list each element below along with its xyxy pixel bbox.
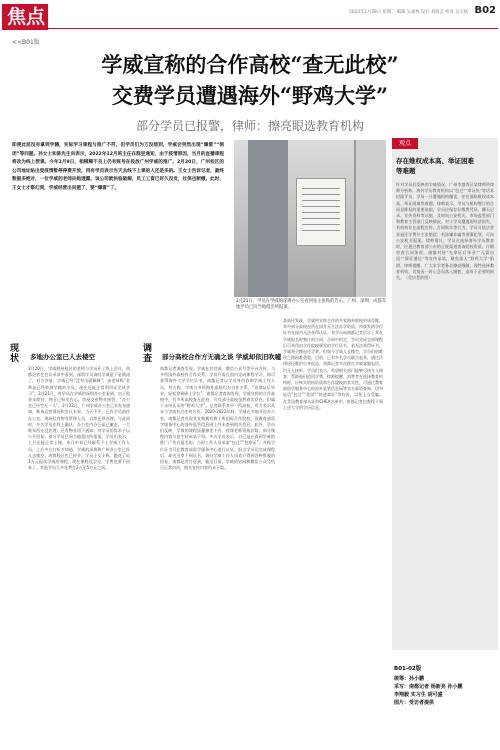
photo-door-frame [354, 140, 386, 297]
section-title: 焦点 [6, 6, 45, 28]
survey-body: 南都记者调查发现，学威在其官网、微信公众号等平台宣传，与多所国外高校有合作关系，学员只需在国内完成课程学习，即可获得海外大学学位证书。南都记者以学员身份咨询学威工作人员，对方称，学威与多所海外高校均为合作关系，“先拿证后毕业，轻松拿到硕士学位”。南都记者查询发现，学威宣称的合作高校中，有多所高校查无此校，另有部分高校虽然真实存在，但属于未经认证的“野鸡大学”。记者联系其中一所高校，对方表示从未与学威有过任何合作。2020-2022年间，学威在多地开设办公室，南都记者发现其宣称拥有数十所国际合作院校，但教育部留学服务中心的涉外监管信息网上并未查到相关信息。此外，学员们反映，学威的课程质量参差不齐，授课老师资质存疑，部分课程内容与招生时承诺不符。多名学员表示，自己是在看到学威的推广广告后报名的，当时工作人员承诺“包过”“包拿证”，并称学位证书可在教育部留学服务中心进行认证。但当学员们完成课程后，却迟迟拿不到证书，询问学威工作人员也只得到各种推脱的回复。南都记者注意到，截至目前，学威的官网和微信公众号仍可正常访问，相关宣传内容仍未下架。 [160, 366, 275, 471]
lead-paragraph: 即便此前没有拿到学籍，实际学习课程与推广不符，但学员们为万没想到，学威会突然出现“爆雷”“倒闭”等问题。孙女士和陈先生向表示，2022年12月班主任在群里通知，由于疫情原因，当月的直播课程将改为线上授课。今年2月9日，相模糊不良上仍有账号在投放广州学威的推广。2月20日，广州校区的公司地址贴出受疫情暂停停费开放，再有学员表示当天去线下上课的人还是多的。王女士告诉记者，最终数据多绝对，一位学威的老师向她透露，该公司就快临破解，员工工资已好久没发，社保也断缴。此时，王女士才察幻到，学威经营出问题了，要“爆雷”了。 [12, 143, 224, 191]
edition-info: 2023年2月28日 星期二 编辑 吴福林 设计 刘晓芸 校对 吴宗斌 [349, 10, 468, 15]
credits-line: 统筹：孙小鹏 [394, 676, 425, 682]
survey-title: 部分高校合作方无确之谈 学威却依旧吹嘘 [162, 353, 282, 361]
credits-line: 图片：受访者提供 [394, 700, 435, 706]
credits-line: 李翔毅 实习生 胡可盛 [394, 692, 443, 698]
masthead [0, 0, 500, 46]
photo [234, 140, 386, 297]
survey-label: 调查 [143, 344, 153, 364]
photo-doorway [248, 140, 288, 297]
photo-caption: 2月21日，学员在学威的深圳办公室看到张主张贴的告示。广州、深圳、成都等地学员已向当地派出所报案。 [236, 299, 386, 311]
page-number: B02 [474, 5, 496, 16]
previous-page-link: <<B01版 [12, 39, 40, 46]
opinion-sidebar [392, 138, 498, 650]
credits-line: 采写：南都记者 杨新亮 孙小鹏 [394, 684, 463, 690]
credits-page-code: B01-02版 [394, 666, 422, 672]
right-body: 查询还发现，学威所宣称合作的多家海外院校资质存疑，其中部分高校在所在国并无合法办学资质，所颁发的学位证书在国内无法获得认证。有学员向南都记者出示了其在学威报名时签订的合同，合同中约定，学员完成全部课程后可获得由合作院校颁发的学位证书，若无法获得证书，学威将全额退还学费。但如今学威人去楼空，学员们的维权之路困难重重。目前，已有多名学员联合起来，通过法律途径维护自身权益。南都记者多次拨打学威客服电话，均无人接听。学员们表示，希望相关部门能够尽快介入调查，帮助他们追回学费。律师提醒，消费者在选择教育机构时，应核实机构资质和合作院校的真实性，可通过教育部留学服务中心的涉外监管信息网等官方渠道查询，切勿轻信“包过”“免试”“快速拿证”等宣传，以免上当受骗。在美国教育部认证的CHEA名单中，南都记者也查找不到上述大学的学历信息。 [283, 318, 383, 410]
subtitle: 部分学员已报警，律师：擦亮眼选教育机构 [135, 119, 364, 133]
photo-paper-lines [302, 188, 340, 236]
headline-line-2: 交费学员遭遇海外“野鸡大学” [111, 83, 389, 108]
opinion-tag: 观点 [392, 138, 418, 149]
credits [394, 664, 498, 707]
opinion-body: 针对学员们反映的学威情况，广州市越秀区某律师所律师分析称，海外学历教育机构以“包过”“拿证快”等话术招揽学员，学员一旦遭遇机构爆雷，往往面临维权成本高、举证困难等难题。律师表示，学员与机构签订的合同是维权的重要依据，学员应保存好缴费凭证、聊天记录、宣传资料等证据，及时向公安机关、市场监管部门和教育主管部门反映情况。对于学员遭遇的经济损失，若机构存在虚假宣传、合同欺诈等行为，学员可依法要求退还学费并主张赔偿；若涉嫌诈骗等刑事犯罪，可向公安机关报案。律师建议，学员在选择海外学历教育时，应通过教育部公布的正规渠道查询院校资质，仔细审查合同条款，谨慎对待“先拿证后毕业”“无需出国”“保证通过”等宣传承诺，避免落入“野鸡大学”陷阱。律师提醒，广大求学者务必擦亮眼睛，理性选择教育机构，切莫因一时心急而落入圈套，造成不必要的损失。（受访者供图） [396, 182, 494, 281]
masthead-rule [48, 28, 498, 29]
status-label: 现状 [10, 344, 20, 364]
headline-line-1: 学威宣称的合作高校“查无此校” [101, 52, 399, 77]
status-title: 多地办公室已人去楼空 [30, 353, 95, 361]
opinion-title: 存在维权成本高、举证困难等难题 [396, 157, 474, 175]
status-body: 3月20日，学威照州校区的老师与学员开了线上会议，南都记者在会议录屏中看到，深圳学员询问学威是不是倒闭了，对方答复，学威已经“没有出面解释”，该老师称“老师是已经拿到学籍的学员，现在还能正常利用证完成学习”。2月21日，有学员在学威的深圳办公室看到，由于租金未续付，物业已贴出告示，房屋交由物业接管，“办公室已经空无一人”。2月22日，广州学威办公室已未发布通知，称该运营情况和会议未果，当天下午，已有学员前往办公室，现场仅有物业管理人员，后续还须办理。与此同时，多名学员在线上确认，办公室内办公桌已撤走，一大堆东西还没处理，还有物业留下通知，对学员的诉求予以公开回复，部分学员已向当地派出所报案。学员们表示，上月还能正常上课，本月中旬已经联系不上学威工作人员，之后多方打听才知道，学威的深圳和广州办公室已经人去楼空，成都校区也已停业。学员王女士称，她花了近3万元报读学威的课程，现在课程没学完，学费也要不回来了。其他学员大多花费在2万至5万元之间。 [28, 366, 130, 471]
